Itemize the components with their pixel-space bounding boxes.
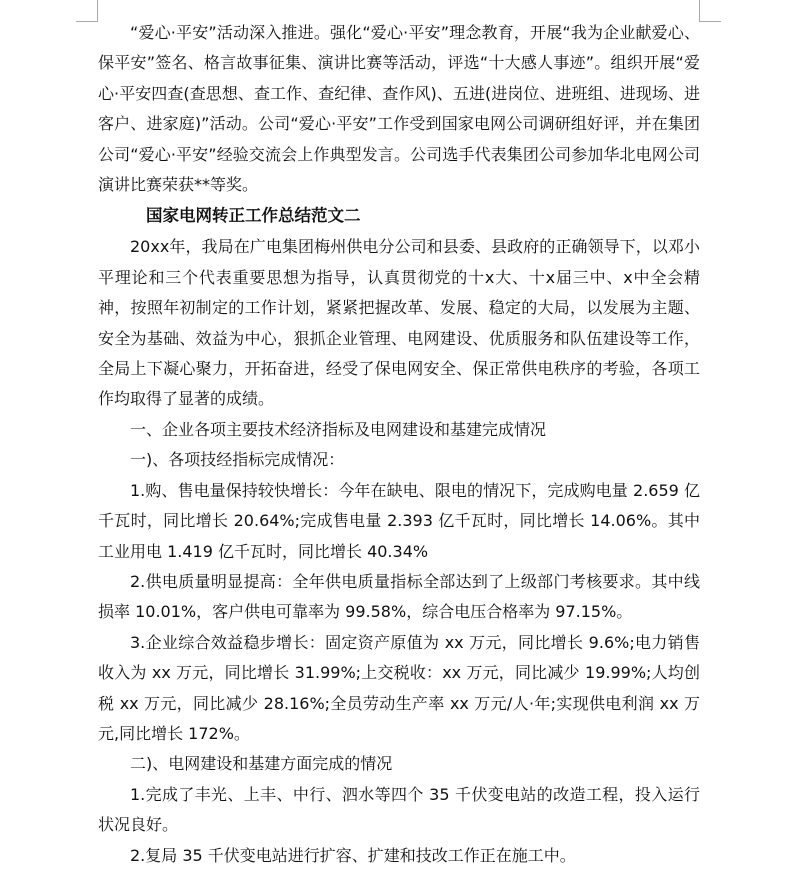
paragraph-aixin-pingan: “爱心·平安”活动深入推进。强化“爱心·平安”理念教育，开展“我为企业献爱心、保平安”签名、格言故事征集、演讲比赛等活动，评选“十大感人事迹”。组织开展“爱心·平安四查(查思想、查工作、查纪律、查作风)、五进(进岗位、进班组、进现场、进客户、进家庭)”活动。公司“爱心·平安”工作受到国家电网公司调研组好评，并在集团公司“爱心·平安”经验交流会上作典型发言。公司选手代表集团公司参加华北电网公司演讲比赛荣获**等奖。 [98, 23, 700, 195]
paragraph-electricity-sales: 1.购、售电量保持较快增长：今年在缺电、限电的情况下，完成购电量 2.659 亿千瓦时，同比增长 20.64%;完成售电量 2.393 亿千瓦时，同比增长 14.06%。其中工业用电 1.419 亿千瓦时，同比增长 40.34% [98, 480, 700, 561]
page-corner-mark-left [76, 0, 98, 22]
paragraph-subsection-two-title: 二)、电网建设和基建方面完成的情况 [130, 754, 393, 774]
paragraph-substation-renovation: 1.完成了丰光、上丰、中行、泗水等四个 35 千伏变电站的改造工程，投入运行状况良好。 [98, 784, 700, 835]
paragraph-intro: 20xx年，我局在广电集团梅州供电分公司和县委、县政府的正确领导下，以邓小平理论和三个代表重要思想为指导，认真贯彻党的十x大、十x届三中、x中全会精神，按照年初制定的工作计划，紧紧把握改革、发展、稳定的大局，以发展为主题、安全为基础、效益为中心，狠抓企业管理、电网建设、优质服务和队伍建设等工作，全局上下凝心聚力，开拓奋进，经受了保电网安全、保正常供电秩序的考验，各项工作均取得了显著的成绩。 [98, 237, 700, 409]
paragraph-supply-quality: 2.供电质量明显提高：全年供电质量指标全部达到了上级部门考核要求。其中线损率 10.01%，客户供电可靠率为 99.58%，综合电压合格率为 97.15%。 [98, 571, 700, 622]
document-body [98, 18, 700, 871]
paragraph-subsection-one-title: 一)、各项技经指标完成情况： [130, 450, 345, 470]
page-corner-mark-right [699, 0, 721, 22]
paragraph-section-one-title: 一、企业各项主要技术经济指标及电网建设和基建完成情况 [130, 419, 547, 439]
paragraph-economic-benefit: 3.企业综合效益稳步增长：固定资产原值为 xx 万元，同比增长 9.6%;电力销售收入为 xx 万元，同比增长 31.99%;上交税收：xx 万元，同比减少 19.99%;人均创税 xx 万元，同比减少 28.16%;全员劳动生产率 xx 万元/人·年;实现供电利润 xx 万元,同比增长 172%。 [98, 632, 700, 743]
section-heading: 国家电网转正工作总结范文二 [146, 206, 361, 226]
paragraph-substation-expansion: 2.复局 35 千伏变电站进行扩容、扩建和技改工作正在施工中。 [130, 845, 576, 865]
